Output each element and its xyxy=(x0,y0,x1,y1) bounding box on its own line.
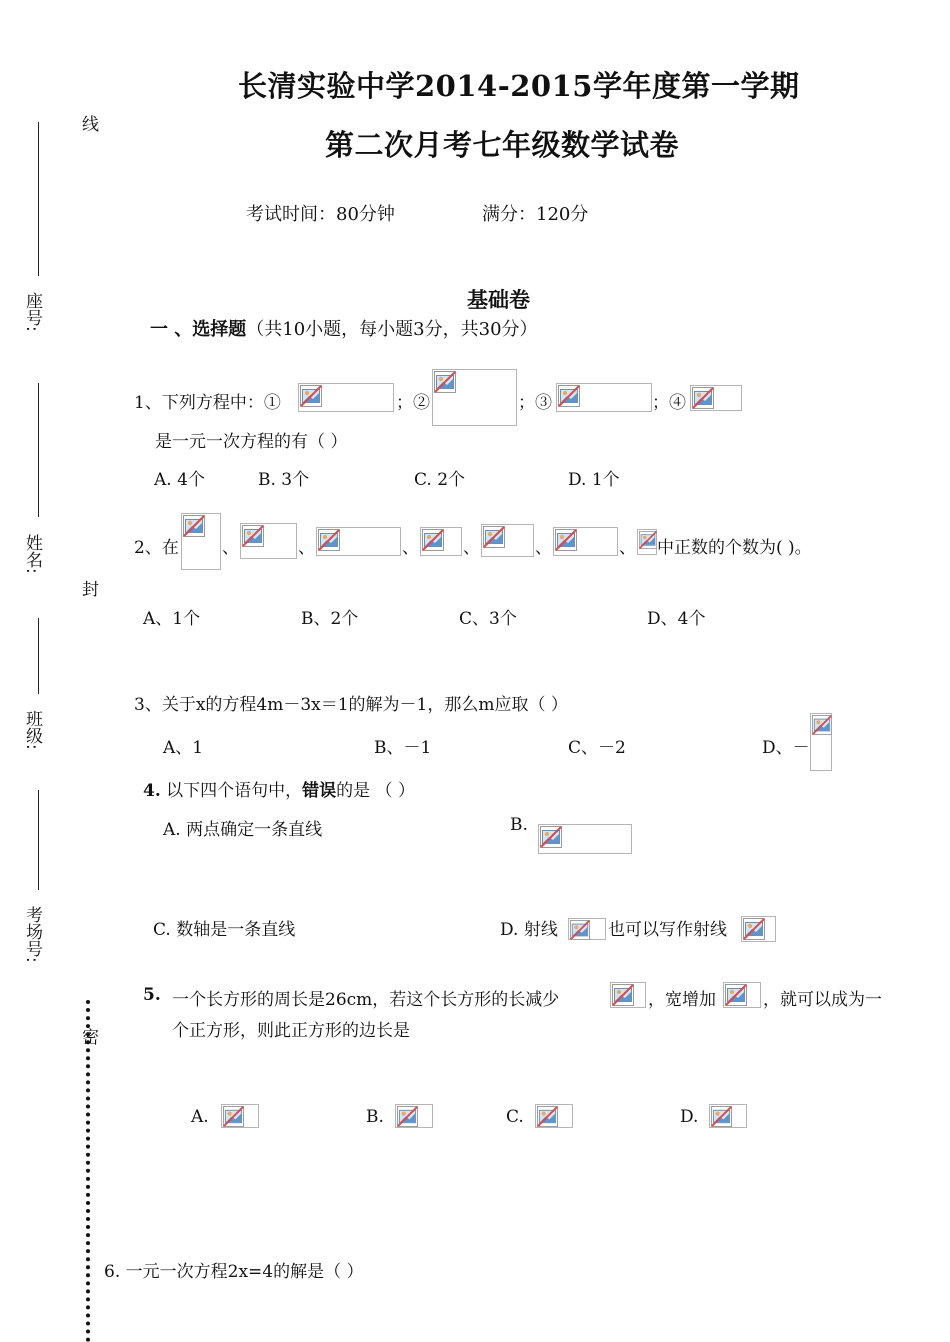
q1-equation-4-image xyxy=(690,385,742,411)
q1-sep1: ；② xyxy=(396,393,430,413)
q2-comma-2: 、 xyxy=(298,538,315,558)
q4-ray-1-image xyxy=(568,918,606,940)
q5-option-d: D. xyxy=(680,1107,699,1127)
q3-option-a: A、1 xyxy=(163,738,204,758)
q2-number-1-image xyxy=(181,513,221,570)
q2-number-5-image xyxy=(481,524,534,557)
seal-xian: 线 xyxy=(78,115,98,132)
broken-image-icon xyxy=(692,387,714,409)
section-title xyxy=(150,315,538,341)
q4-option-a: A. 两点确定一条直线 xyxy=(163,820,323,840)
broken-image-icon xyxy=(318,529,340,551)
q2-comma-4: 、 xyxy=(463,538,480,558)
broken-image-icon xyxy=(555,529,577,551)
label-room: 考场号: xyxy=(22,906,42,963)
q2-number-3-image xyxy=(316,527,401,556)
q4-text-emphasis: 错误 xyxy=(302,781,337,801)
q5-line1-c: ，就可以成为一 xyxy=(763,990,882,1010)
q2-number-6-image xyxy=(553,527,618,556)
q3-option-d: D、－ xyxy=(762,738,810,758)
binding-line-1 xyxy=(38,122,39,276)
q4-option-d-a: D. 射线 xyxy=(500,920,558,940)
q5-option-d-image xyxy=(709,1104,747,1128)
broken-image-icon xyxy=(812,715,832,735)
broken-image-icon xyxy=(639,531,657,549)
q1-equation-1-image xyxy=(298,383,394,412)
broken-image-icon xyxy=(612,984,634,1006)
broken-image-icon xyxy=(558,385,580,407)
label-name: 姓名: xyxy=(22,534,42,574)
broken-image-icon xyxy=(725,984,747,1006)
q6-text: 6. 一元一次方程2x=4的解是（ ） xyxy=(104,1262,364,1282)
broken-image-icon xyxy=(540,826,562,848)
q4-option-d-b: 也可以写作射线 xyxy=(608,920,727,940)
q2-comma-1: 、 xyxy=(222,538,239,558)
section-label: 一 、选择题 xyxy=(150,319,247,340)
q5-option-c: C. xyxy=(506,1107,524,1127)
q1-sep3: ；④ xyxy=(652,393,686,413)
q2-number-7-image xyxy=(637,529,657,555)
full-score: 满分：120分 xyxy=(482,204,589,225)
broken-image-icon xyxy=(570,920,590,940)
broken-image-icon xyxy=(242,525,264,547)
q5-option-a: A. xyxy=(191,1107,209,1127)
q2-comma-5: 、 xyxy=(535,538,552,558)
broken-image-icon xyxy=(434,371,456,393)
q4-option-b-image xyxy=(538,824,632,854)
q2-number-4-image xyxy=(420,527,462,556)
q4-ray-2-image xyxy=(741,916,776,942)
page-title-line1: 长清实验中学2014-2015学年度第一学期 xyxy=(238,69,800,103)
q2-option-c: C、3个 xyxy=(459,609,517,629)
q1-sep2: ；③ xyxy=(518,393,552,413)
q1-option-d: D. 1个 xyxy=(568,470,620,490)
q5-option-a-image xyxy=(221,1104,259,1128)
q5-number: 5. xyxy=(143,985,161,1005)
broken-image-icon xyxy=(223,1106,244,1127)
q3-option-b: B、－1 xyxy=(374,738,432,758)
seal-mi: 密 xyxy=(78,1028,98,1045)
q4-stem xyxy=(143,776,415,801)
q1-option-c: C. 2个 xyxy=(414,470,466,490)
q2-option-b: B、2个 xyxy=(301,609,359,629)
q4-text-a: 以下四个语句中， xyxy=(166,781,303,801)
section-desc: （共10小题，每小题3分，共30分） xyxy=(246,319,538,340)
q2-suffix: 中正数的个数为( )。 xyxy=(657,538,812,558)
section-heading: 基础卷 xyxy=(467,287,530,312)
binding-line-4 xyxy=(38,790,39,890)
label-class: 班级: xyxy=(22,710,42,750)
label-seat: 座号: xyxy=(22,292,42,332)
binding-line-3 xyxy=(38,618,39,694)
broken-image-icon xyxy=(743,918,765,940)
q5-option-b: B. xyxy=(366,1107,384,1127)
q5-option-c-image xyxy=(535,1104,573,1128)
q4-number: 4. xyxy=(143,781,161,801)
q5-increase-image xyxy=(723,982,761,1008)
q2-comma-6: 、 xyxy=(619,538,636,558)
q2-option-d: D、4个 xyxy=(647,609,706,629)
exam-time: 考试时间：80分钟 xyxy=(246,204,395,225)
binding-line-2 xyxy=(38,383,39,517)
q4-option-b: B. xyxy=(510,815,528,835)
q2-comma-3: 、 xyxy=(402,538,419,558)
q1-line2: 是一元一次方程的有（ ） xyxy=(155,432,348,452)
broken-image-icon xyxy=(537,1106,558,1127)
q4-text-c: 的是 （ ） xyxy=(336,781,415,801)
broken-image-icon xyxy=(183,515,205,537)
broken-image-icon xyxy=(422,529,444,551)
q2-option-a: A、1个 xyxy=(143,609,201,629)
q3-text: 3、关于x的方程4m－3x＝1的解为－1，那么m应取（ ） xyxy=(134,695,568,715)
broken-image-icon xyxy=(397,1106,418,1127)
q3-option-c: C、－2 xyxy=(568,738,626,758)
broken-image-icon xyxy=(300,385,322,407)
q3-fraction-image xyxy=(810,713,832,771)
q5-option-b-image xyxy=(395,1104,433,1128)
q5-line1-b: ，宽增加 xyxy=(648,990,716,1010)
q1-equation-3-image xyxy=(556,383,652,412)
q5-line1-a: 一个长方形的周长是26cm，若这个长方形的长减少 xyxy=(172,990,560,1010)
broken-image-icon xyxy=(711,1106,732,1127)
page-title-line2: 第二次月考七年级数学试卷 xyxy=(325,128,680,162)
seal-feng: 封 xyxy=(78,580,98,597)
broken-image-icon xyxy=(483,526,505,548)
q1-option-a: A. 4个 xyxy=(154,470,205,490)
q1-option-b: B. 3个 xyxy=(258,470,310,490)
q1-equation-2-image xyxy=(432,369,517,426)
q5-decrease-image xyxy=(610,982,646,1008)
q2-number-2-image xyxy=(240,523,297,559)
q2-prefix: 2、在 xyxy=(134,538,179,558)
q5-line2: 个正方形，则此正方形的边长是 xyxy=(172,1021,410,1041)
q4-option-c: C. 数轴是一条直线 xyxy=(153,920,296,940)
q1-prefix: 1、下列方程中：① xyxy=(134,393,281,413)
dotted-seal-line xyxy=(86,1000,90,1342)
